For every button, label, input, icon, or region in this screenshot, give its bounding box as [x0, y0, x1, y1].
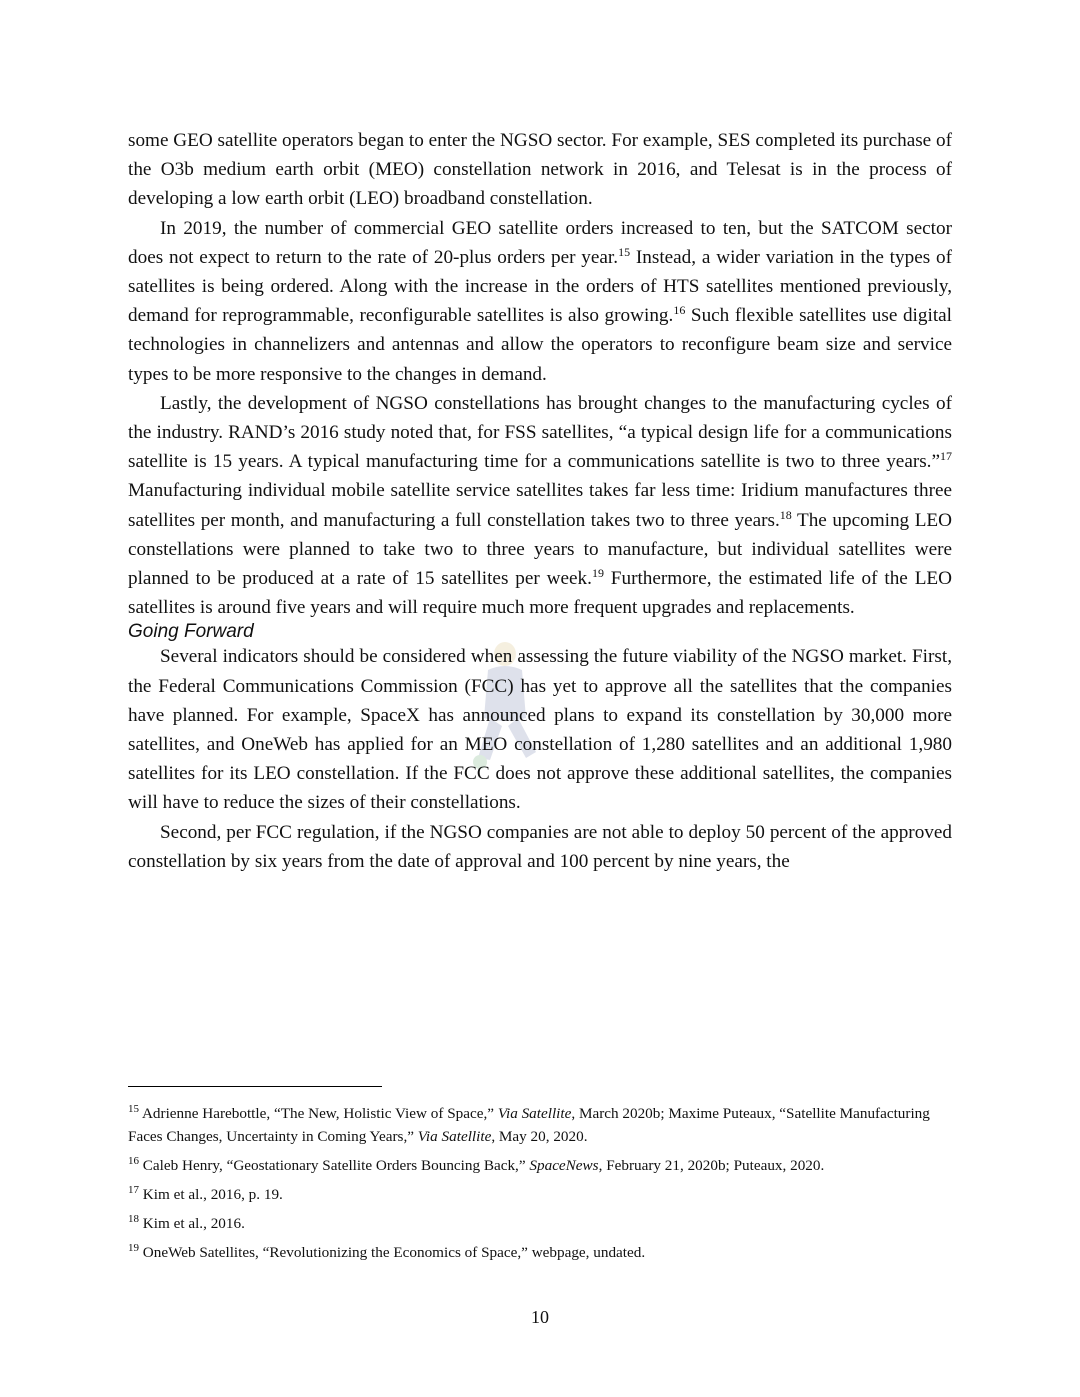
paragraph-1: some GEO satellite operators began to enter the NGSO sector. For example, SES completed its purchase of the O3b medium earth orbit (MEO) constellation network in 2016, and Telesat is in the process of developing a low earth orbit (LEO) broadband constellation.	[128, 130, 952, 210]
paragraph-4: Several indicators should be considered when assessing the future viability of the NGSO market. First, the Federal Communications Commission (FCC) has yet to approve all the satellites that the companies have planned. For example, SpaceX has announced plans to expand its constellation by 30,000 more satellites, and OneWeb has applied for an MEO constellation of 1,280 satellites and an additional 1,980 satellites for its LEO constellation. If the FCC does not approve these additional satellites, the companies will have to reduce the sizes of their constellations.	[128, 646, 952, 814]
footnote-text: OneWeb Satellites, “Revolutionizing the Economics of Space,” webpage, undated.	[139, 1244, 646, 1261]
footnote-number: 17	[128, 1184, 139, 1196]
footnote-19	[128, 1241, 952, 1264]
footnote-text: , February 21, 2020b; Puteaux, 2020.	[598, 1157, 825, 1174]
paragraph-2-text-c: Such flexible satellites use digital technologies in channelizers and antennas and allow the operators to reconfigure beam size and service types to be more responsive to the changes in demand.	[128, 305, 952, 385]
footnote-text: , March 2020b; Maxime Puteaux, “Satellite Manufacturing Faces Changes, Uncertainty in Coming Years,”	[128, 1105, 930, 1145]
footnote-text: , May 20, 2020.	[491, 1128, 588, 1145]
footnote-text: Caleb Henry, “Geostationary Satellite Orders Bouncing Back,”	[139, 1157, 530, 1174]
footnote-italic: Via Satellite	[417, 1128, 492, 1145]
footnotes	[128, 1102, 952, 1270]
paragraph-3-text-c: The upcoming LEO constellations were planned to take two to three years to manufacture, but individual satellites were planned to be produced at a rate of 15 satellites per week.	[128, 509, 952, 590]
footnote-number: 19	[128, 1242, 139, 1254]
paragraph-2	[128, 214, 952, 389]
section-heading: Going Forward	[128, 621, 254, 643]
footnote-text: Kim et al., 2016, p. 19.	[139, 1186, 283, 1203]
paragraph-3	[128, 389, 952, 623]
page-number: 10	[531, 1307, 549, 1327]
paragraph-2-text-b: Instead, a wider variation in the types of satellites is being ordered. Along with the increase in the orders of HTS satellites mentioned previously, demand for reprogrammable, reconfigurable satellites is also growing.	[128, 246, 952, 327]
footnote-16	[128, 1154, 952, 1177]
footnote-15	[128, 1102, 952, 1148]
footnote-number: 15	[128, 1103, 139, 1115]
footnote-text: Adrienne Harebottle, “The New, Holistic View of Space,”	[139, 1105, 498, 1122]
paragraph-5: Second, per FCC regulation, if the NGSO companies are not able to deploy 50 percent of the approved constellation by six years from the date of approval and 100 percent by nine years, the	[128, 821, 952, 872]
paragraph-2-text-a: In 2019, the number of commercial GEO satellite orders increased to ten, but the SATCOM sector does not expect to return to the rate of 20-plus orders per year.	[128, 217, 952, 268]
footnote-separator	[128, 1086, 382, 1087]
footnote-italic: SpaceNews	[529, 1157, 599, 1174]
body-text	[128, 126, 952, 876]
footnote-ref-17[interactable]: 17	[940, 449, 952, 464]
footnote-ref-15[interactable]: 15	[618, 244, 631, 259]
footnote-text: Kim et al., 2016.	[139, 1215, 245, 1232]
footnote-ref-16[interactable]: 16	[673, 303, 686, 318]
paragraph-3-text-b: Manufacturing individual mobile satellite service satellites takes far less time: Iridium manufactures three satellites per month, and manufacturing a full constellation takes two to three years.	[128, 480, 952, 531]
footnote-17	[128, 1183, 952, 1206]
footnote-number: 18	[128, 1213, 139, 1225]
paragraph-3-text-a: Lastly, the development of NGSO constellations has brought changes to the manufacturing cycles of the industry. RAND’s 2016 study noted that, for FSS satellites, “a typical design life for a communications satellite is 15 years. A typical manufacturing time for a communications satellite is two to three years.”	[128, 392, 952, 473]
paragraph-3-text-d: Furthermore, the estimated life of the LEO satellites is around five years and will require much more frequent upgrades and replacements.	[128, 568, 952, 619]
footnote-18	[128, 1212, 952, 1235]
footnote-ref-18[interactable]: 18	[779, 507, 792, 522]
footnote-ref-19[interactable]: 19	[591, 566, 604, 581]
footnote-italic: Via Satellite	[497, 1105, 572, 1122]
footnote-number: 16	[128, 1155, 139, 1167]
